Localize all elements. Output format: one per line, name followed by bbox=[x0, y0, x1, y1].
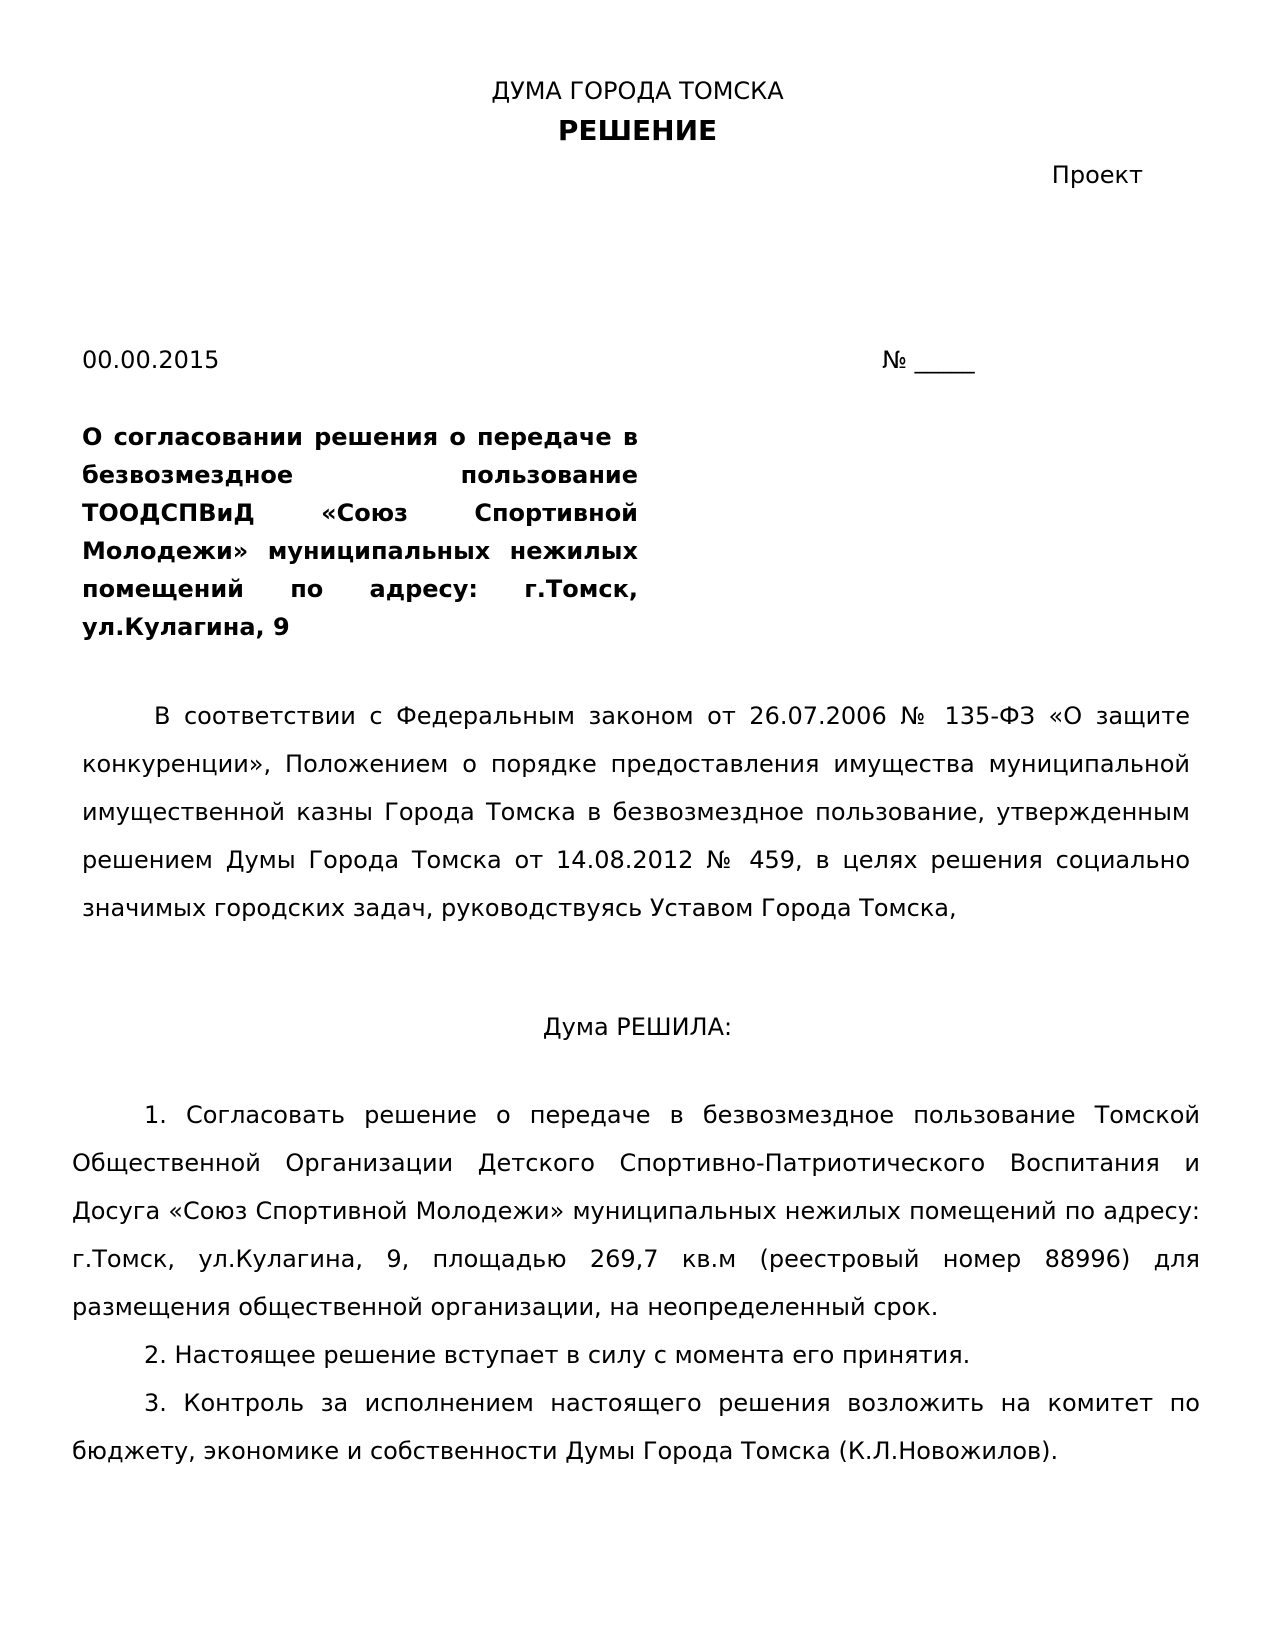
org-name: ДУМА ГОРОДА ТОМСКА bbox=[491, 77, 784, 105]
resolution-item-3: 3. Контроль за исполнением настоящего решения возложить на комитет по бюджету, экономике и собственности Думы Города Томска (К.Л.Новожилов). bbox=[72, 1389, 1200, 1465]
resolution-item-2: 2. Настоящее решение вступает в силу с момента его принятия. bbox=[144, 1341, 971, 1369]
document-subject: О согласовании решения о передаче в безвозмездное пользование ТООДСПВиД «Союз Спортивной Молодежи» муниципальных нежилых помещений по адресу: г.Томск, ул.Кулагина, 9 bbox=[82, 423, 638, 641]
resolution-item-1: 1. Согласовать решение о передаче в безвозмездное пользование Томской Общественной Организации Детского Спортивно-Патриотического Воспитания и Досуга «Союз Спортивной Молодежи» муниципальных нежилых помещений по адресу: г.Томск, ул.Кулагина, 9, площадью 269,7 кв.м (реестровый номер 88996) для размещения общественной организации, на неопределенный срок. bbox=[72, 1101, 1200, 1321]
draft-mark: Проект bbox=[1051, 161, 1143, 189]
document-type-title: РЕШЕНИЕ bbox=[557, 114, 718, 147]
preamble-paragraph: В соответствии с Федеральным законом от 26.07.2006 № 135-ФЗ «О защите конкуренции», Положением о порядке предоставления имущества муниципальной имущественной казны Города Томска в безвозмездное пользование, утвержденным решением Думы Города Томска от 14.08.2012 № 459, в целях решения социально значимых городских задач, руководствуясь Уставом Города Томска, bbox=[82, 702, 1190, 922]
resolution-items bbox=[72, 1091, 1200, 1475]
resolved-heading: Дума РЕШИЛА: bbox=[542, 1013, 733, 1041]
document-number: № _____ bbox=[882, 346, 975, 374]
document-date: 00.00.2015 bbox=[82, 346, 220, 374]
